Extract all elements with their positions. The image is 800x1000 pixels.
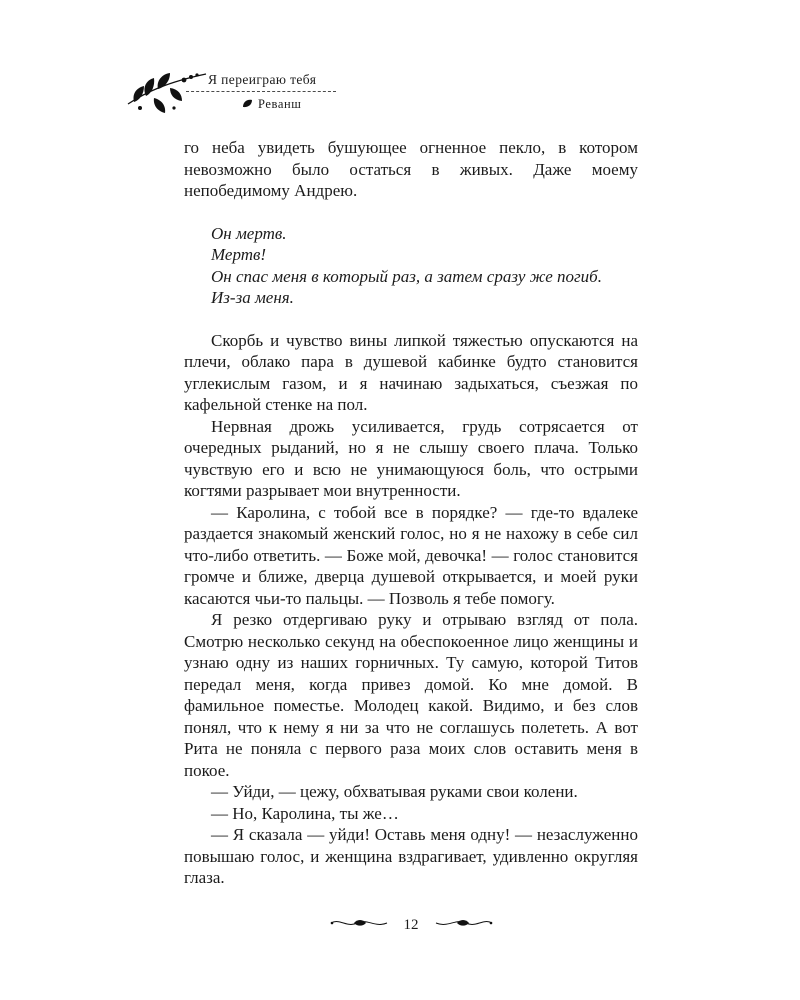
italic-line: Из-за меня. — [211, 288, 294, 307]
page-body — [184, 137, 638, 889]
italic-line: Он спас меня в который раз, а затем сразу же погиб. — [211, 266, 602, 286]
paragraph: го неба увидеть бушующее огненное пекло, в котором невозможно было остаться в живых. Даже моему непобедимому Андрею. — [184, 138, 638, 200]
paragraph: Нервная дрожь усиливается, грудь сотрясается от очередных рыданий, но я не слышу своего плача. Только чувствую его и всю не унимающуюся боль, что острыми когтями разрывает мои внутренности. — [184, 416, 638, 500]
paragraph: Я резко отдергиваю руку и отрываю взгляд от пола. Смотрю несколько секунд на обеспокоенное лицо женщины и узнаю одну из наших горничных. Ту самую, которой Титов передал меня, когда привез домой. Ко мне домой. В фамильное поместье. Молодец какой. Видимо, и без слов понял, что к нему я ни за что не соглашусь полететь. А вот Рита не поняла с первого раза моих слов оставить меня в покое. — [184, 610, 638, 780]
page-footer — [184, 916, 638, 934]
paragraph: Скорбь и чувство вины липкой тяжестью опускаются на плечи, облако пара в душевой кабинке будто становится углекислым газом, и я начинаю задыхаться, съезжая по кафельной стенке на пол. — [184, 330, 638, 414]
paragraph: — Я сказала — уйди! Оставь меня одну! — незаслуженно повышаю голос, и женщина вздрагивает, удивленно округляя глаза. — [184, 825, 638, 887]
page-header — [124, 56, 424, 122]
header-divider — [186, 91, 336, 92]
book-title: Я переиграю тебя — [208, 72, 317, 87]
book-subtitle: Реванш — [258, 96, 302, 111]
paragraph: — Каролина, с тобой все в порядке? — где-то вдалеке раздается знакомый женский голос, но я не нахожу в себе сил что-либо ответить. — Боже мой, девочка! — голос становится громче и ближе, дверца душевой открывается, и моей руки касаются чьи-то пальцы. — Позволь я тебе помогу. — [184, 502, 638, 608]
footer-flourish-right-icon — [435, 916, 493, 934]
paragraph: — Уйди, — цежу, обхватывая руками свои колени. — [211, 782, 578, 801]
page-number: 12 — [403, 916, 419, 933]
paragraph: — Но, Каролина, ты же… — [211, 803, 399, 823]
leaf-icon — [242, 95, 253, 113]
italic-line: Он мертв. — [211, 223, 287, 243]
header-titles — [208, 72, 336, 113]
italic-line: Мертв! — [211, 245, 267, 264]
footer-flourish-left-icon — [330, 916, 388, 934]
italic-inner-monologue — [184, 223, 638, 309]
